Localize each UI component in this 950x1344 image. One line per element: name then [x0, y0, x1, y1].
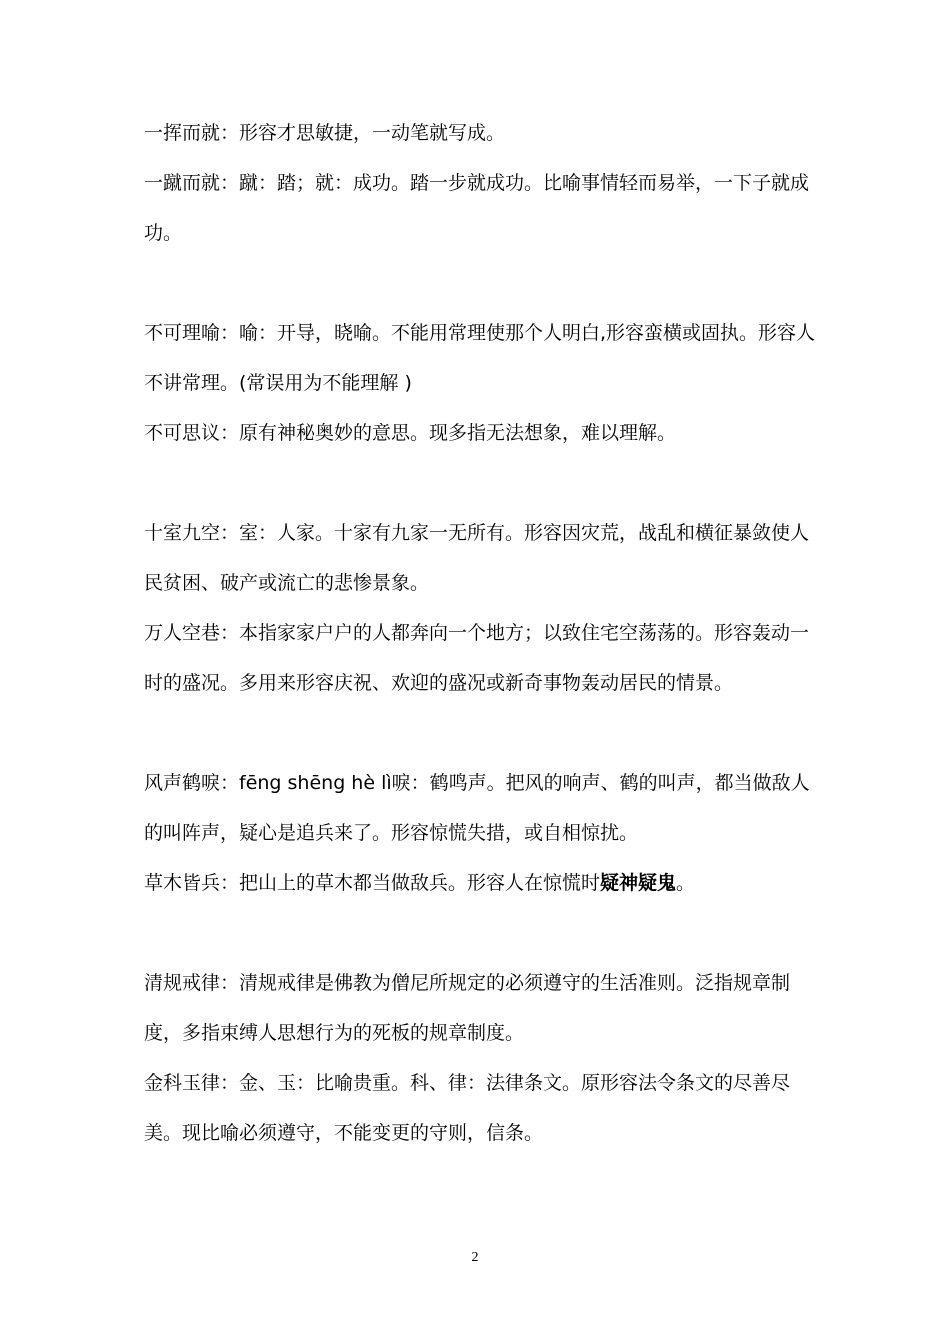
entry-wan-ren-kong-xiang: 万人空巷：本指家家户户的人都奔向一个地方；以致住宅空荡荡的。形容轰动一时的盛况。多用来形容庆祝、欢迎的盛况或新奇事物轰动居民的情景。	[144, 622, 810, 694]
paragraph-gap	[144, 258, 816, 308]
entry-cao-mu-jie-bing	[144, 858, 816, 908]
entry-yi-hui-er-jiu: 一挥而就：形容才思敏捷，一动笔就写成。	[144, 122, 506, 144]
document-body	[144, 108, 816, 1158]
entry-feng-sheng-he-li: 风声鹤唳：fēng shēng hè lì唳：鹤鸣声。把风的响声、鹤的叫声，都当做敌人的叫阵声，疑心是追兵来了。形容惊慌失措，或自相惊扰。	[144, 772, 810, 844]
paragraph-gap	[144, 458, 816, 508]
entry-bu-ke-li-yu: 不可理喻：喻：开导，晓喻。不能用常理使那个人明白,形容蛮横或固执。形容人不讲常理。(常误用为不能理解 )	[144, 322, 816, 394]
page-number: 2	[471, 1250, 479, 1265]
entry-qing-gui-jie-lv: 清规戒律：清规戒律是佛教为僧尼所规定的必须遵守的生活准则。泛指规章制度，多指束缚人思想行为的死板的规章制度。	[144, 972, 791, 1044]
paragraph-gap	[144, 708, 816, 758]
entry-jin-ke-yu-lv: 金科玉律：金、玉：比喻贵重。科、律：法律条文。原形容法令条文的尽善尽美。现比喻必须遵守，不能变更的守则，信条。	[144, 1072, 791, 1144]
bold-phrase: 疑神疑鬼	[600, 872, 677, 894]
entry-shi-shi-jiu-kong: 十室九空：室：人家。十家有九家一无所有。形容因灾荒，战乱和横征暴敛使人民贫困、破产或流亡的悲惨景象。	[144, 522, 810, 594]
paragraph-gap	[144, 908, 816, 958]
entry-yi-cu-er-jiu: 一蹴而就：蹴：踏；就：成功。踏一步就成功。比喻事情轻而易举，一下子就成功。	[144, 172, 810, 244]
entry-bu-ke-si-yi: 不可思议：原有神秘奥妙的意思。现多指无法想象，难以理解。	[144, 422, 677, 444]
entry-text: 草木皆兵：把山上的草木都当做敌兵。形容人在惊慌时	[144, 872, 601, 894]
entry-text-end: 。	[676, 872, 696, 894]
